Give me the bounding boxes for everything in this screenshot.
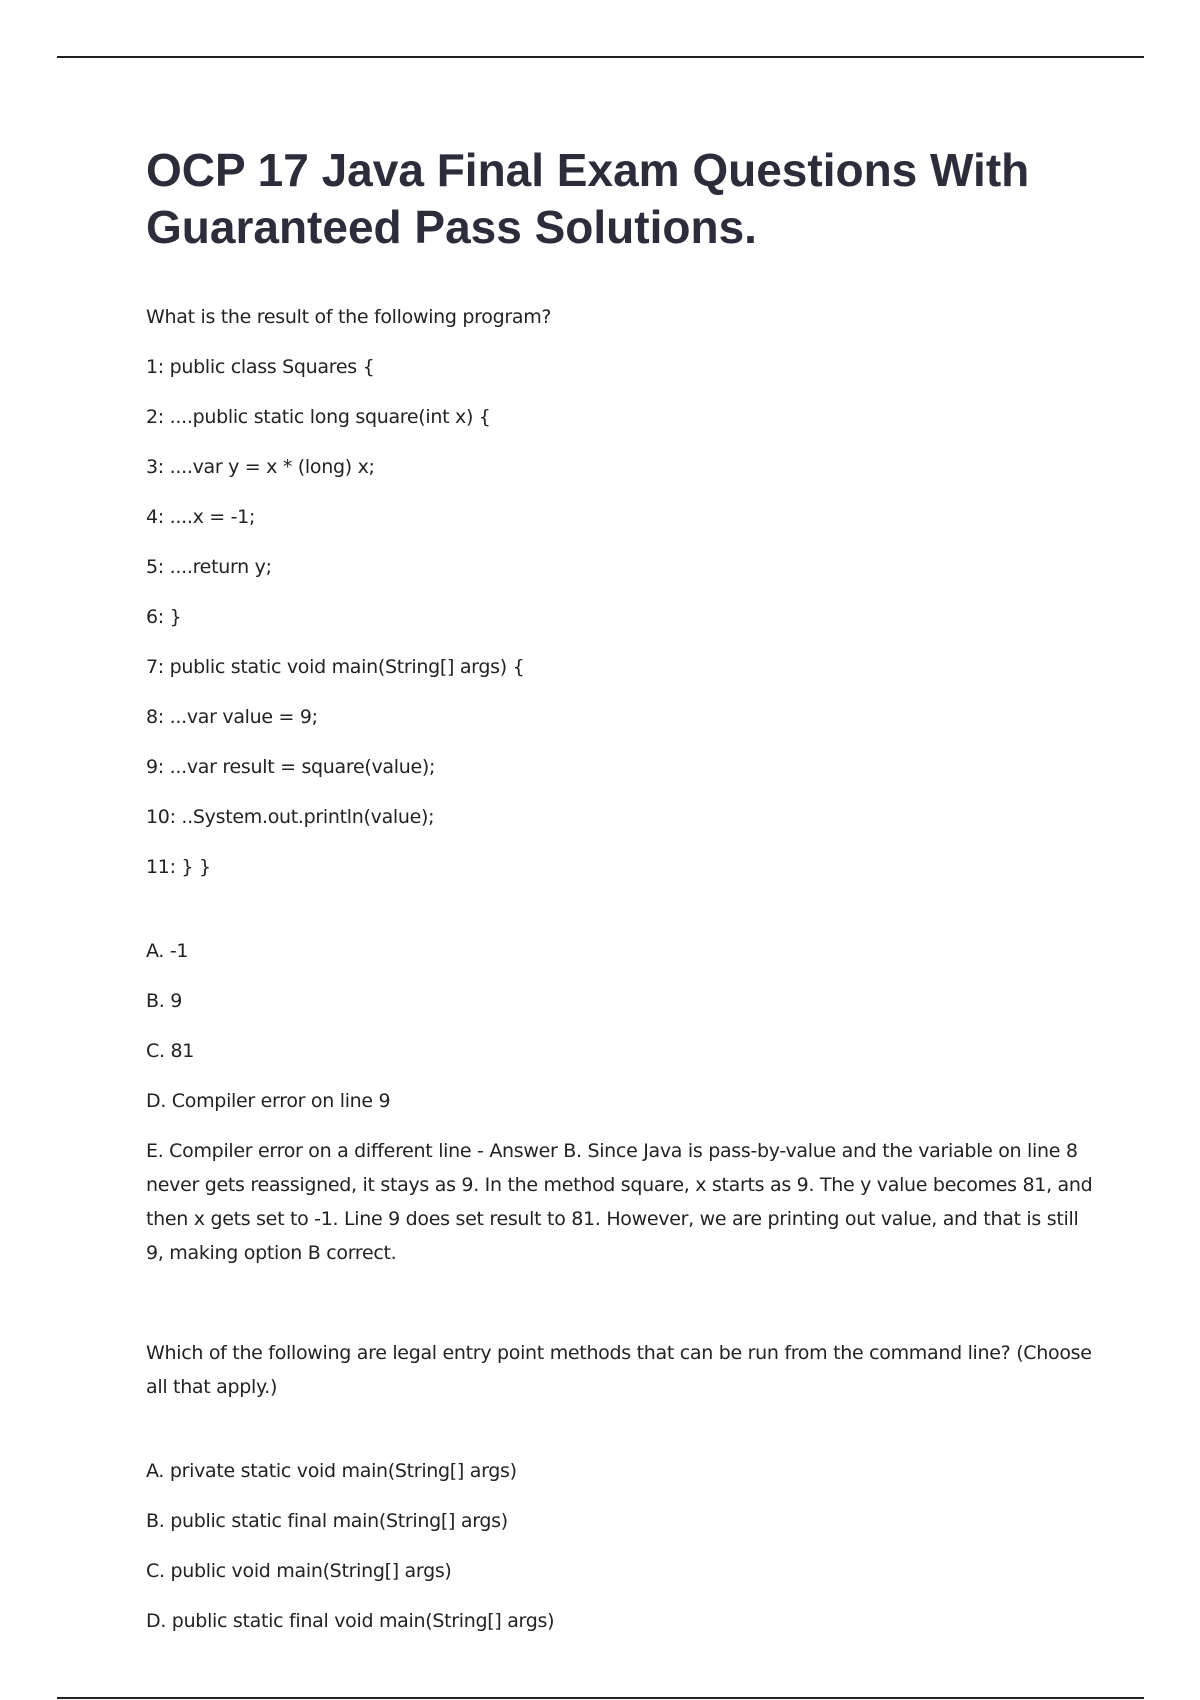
code-line: 10: ..System.out.println(value); bbox=[146, 806, 435, 828]
question-1-option-a: A. -1 bbox=[146, 940, 189, 962]
code-line: 11: } } bbox=[146, 856, 211, 878]
question-2-option-d: D. public static final void main(String[] args) bbox=[146, 1610, 555, 1632]
page-content bbox=[146, 142, 1096, 1638]
code-line: 2: ....public static long square(int x) { bbox=[146, 406, 491, 428]
document-title: OCP 17 Java Final Exam Questions With Guaranteed Pass Solutions. bbox=[146, 144, 1030, 253]
question-1-option-b: B. 9 bbox=[146, 990, 183, 1012]
code-line: 4: ....x = -1; bbox=[146, 506, 256, 528]
code-line: 8: ...var value = 9; bbox=[146, 706, 318, 728]
question-1-option-e-answer: E. Compiler error on a different line - Answer B. Since Java is pass-by-value and the variable on line 8 never gets reassigned, it stays as 9. In the method square, x starts as 9. The y value becomes 81, and then x gets set to -1. Line 9 does set result to 81. However, we are printing out value, and that is still 9, making option B correct. bbox=[146, 1140, 1093, 1264]
code-line: 3: ....var y = x * (long) x; bbox=[146, 456, 375, 478]
bottom-rule bbox=[57, 1697, 1144, 1699]
question-1-option-d: D. Compiler error on line 9 bbox=[146, 1090, 391, 1112]
code-line: 7: public static void main(String[] args) { bbox=[146, 656, 525, 678]
code-line: 5: ....return y; bbox=[146, 556, 272, 578]
question-2-option-b: B. public static final main(String[] args) bbox=[146, 1510, 508, 1532]
question-2-option-a: A. private static void main(String[] args) bbox=[146, 1460, 517, 1482]
question-1-option-c: C. 81 bbox=[146, 1040, 195, 1062]
top-rule bbox=[57, 56, 1144, 58]
code-line: 1: public class Squares { bbox=[146, 356, 375, 378]
question-2-prompt: Which of the following are legal entry point methods that can be run from the command line? (Choose all that apply.) bbox=[146, 1342, 1092, 1398]
code-line: 6: } bbox=[146, 606, 182, 628]
code-line: 9: ...var result = square(value); bbox=[146, 756, 436, 778]
question-2-option-c: C. public void main(String[] args) bbox=[146, 1560, 452, 1582]
question-1-prompt: What is the result of the following program? bbox=[146, 306, 552, 328]
